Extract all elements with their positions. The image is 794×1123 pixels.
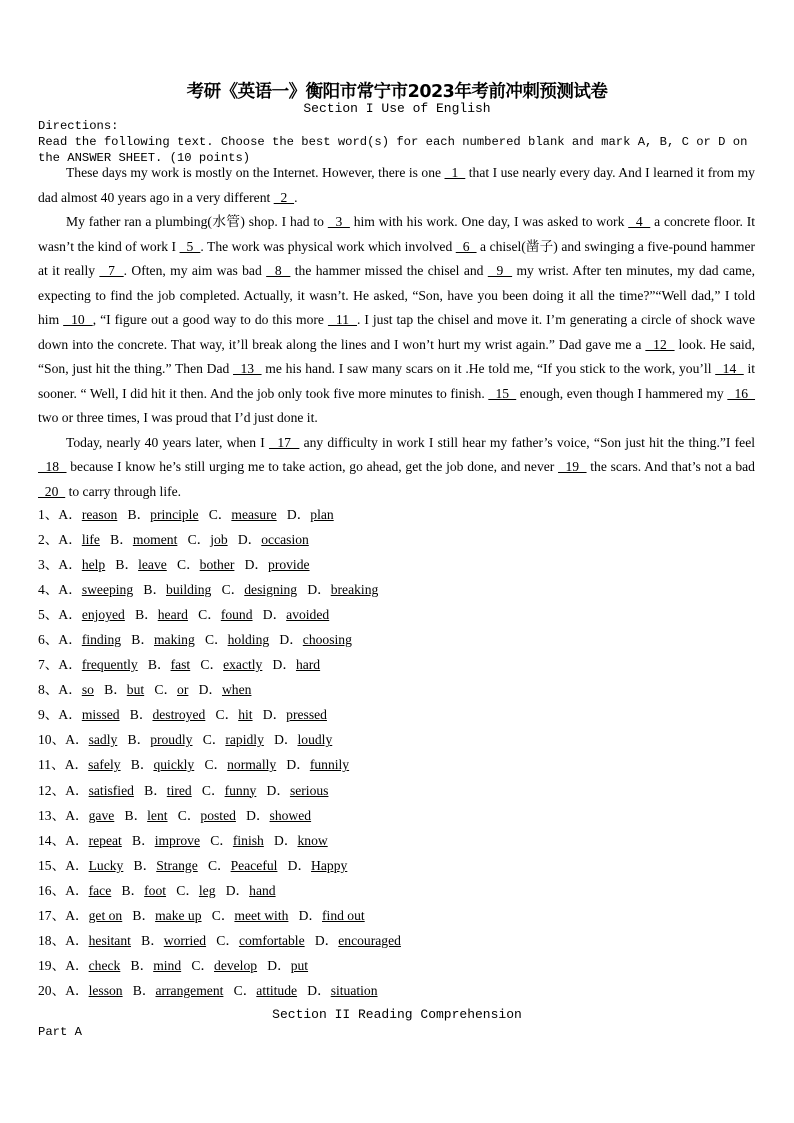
blank-2: 2 xyxy=(273,189,295,205)
blank-4: 4 xyxy=(628,214,651,229)
option-b[interactable]: destroyed xyxy=(152,707,206,723)
question-number: 6 xyxy=(38,632,45,648)
option-letter: A xyxy=(65,957,76,973)
option-b[interactable]: quickly xyxy=(153,757,195,773)
option-letter: D xyxy=(244,557,255,573)
option-letter: D xyxy=(307,582,318,598)
passage-text: a chisel(凿子) and swinging a five-pound hammer at it really xyxy=(38,238,756,278)
cloze-passage xyxy=(38,161,755,504)
option-b[interactable]: moment xyxy=(132,532,178,548)
option-b[interactable]: Strange xyxy=(156,857,198,873)
option-letter: B xyxy=(147,657,157,673)
passage-text: that I use nearly every day. And I learned it from my dad almost 40 years ago in a very different xyxy=(38,165,755,205)
option-d[interactable]: provide xyxy=(268,557,310,573)
blank-12: 12 xyxy=(645,336,675,352)
passage-text: a concrete floor. It wasn’t the kind of work I xyxy=(38,214,756,254)
option-letter: C xyxy=(215,707,225,723)
option-d[interactable]: loudly xyxy=(297,732,333,748)
option-c[interactable]: exactly xyxy=(223,657,263,673)
option-a[interactable]: sadly xyxy=(88,732,118,748)
option-letter: B xyxy=(132,832,142,848)
option-d[interactable]: showed xyxy=(269,807,312,823)
option-letter: B xyxy=(129,707,139,723)
passage-text: him with his work. One day, I was asked to work xyxy=(349,214,629,229)
option-a[interactable]: sweeping xyxy=(81,582,134,598)
option-letter: C xyxy=(187,532,197,548)
option-d[interactable]: Happy xyxy=(311,857,348,873)
option-b[interactable]: proudly xyxy=(150,732,193,748)
question-number: 2 xyxy=(38,532,45,548)
option-letter: A xyxy=(65,857,76,873)
option-a[interactable]: finding xyxy=(81,632,122,648)
option-letter: C xyxy=(191,957,201,973)
passage-text: My father ran a plumbing(水管) shop. I had to xyxy=(66,214,328,229)
question-17: 17、A．get on B．make up C．meet with D．find out xyxy=(38,907,365,923)
blank-11: 11 xyxy=(327,312,357,327)
option-letter: C xyxy=(176,557,187,573)
option-c[interactable]: found xyxy=(220,607,253,623)
passage-paragraph xyxy=(38,431,755,505)
option-a[interactable]: so xyxy=(81,682,94,698)
passage-text: it sooner. “ Well, I did hit it then. And the job only took five more minutes to finish. xyxy=(38,361,756,401)
option-c[interactable]: holding xyxy=(227,632,270,648)
option-letter: D xyxy=(198,682,209,698)
question-5: 5、A．enjoyed B．heard C．found D．avoided xyxy=(38,607,330,623)
option-letter: C xyxy=(210,832,220,848)
option-d[interactable]: serious xyxy=(289,782,329,798)
question-3: 3、A．help B．leave C．bother D．provide xyxy=(38,557,310,573)
question-number: 5 xyxy=(38,607,45,623)
passage-paragraph xyxy=(38,210,755,431)
option-a[interactable]: help xyxy=(81,557,106,573)
option-b[interactable]: making xyxy=(153,632,195,648)
question-12: 12、A．satisfied B．tired C．funny D．serious xyxy=(38,782,329,798)
question-number: 9 xyxy=(38,707,45,723)
option-letter: B xyxy=(133,857,143,873)
question-18: 18、A．hesitant B．worried C．comfortable D．encouraged xyxy=(38,932,401,948)
question-1: 1、A．reason B．principle C．measure D．plan xyxy=(38,507,334,522)
option-d[interactable]: avoided xyxy=(286,607,330,623)
option-letter: A xyxy=(58,707,69,723)
section-heading: Section I Use of English xyxy=(303,101,491,116)
question-14: 14、A．repeat B．improve C．finish D．know xyxy=(38,832,328,848)
passage-text: any difficulty in work I still hear my father’s voice, “Son just hit the thing.”I feel xyxy=(299,434,756,450)
question-9: 9、A．missed B．destroyed C．hit D．pressed xyxy=(38,707,327,723)
option-letter: D xyxy=(246,807,256,823)
question-8: 8、A．so B．but C．or D．when xyxy=(38,682,252,698)
option-a[interactable]: check xyxy=(88,957,121,973)
option-letter: B xyxy=(127,732,137,748)
option-a[interactable]: repeat xyxy=(88,832,122,848)
option-letter: B xyxy=(130,757,140,773)
option-b[interactable]: principle xyxy=(150,507,199,522)
option-c[interactable]: rapidly xyxy=(225,732,264,748)
option-d[interactable]: hand xyxy=(249,882,276,898)
option-letter: C xyxy=(204,632,215,648)
passage-text: look. He said, “Son, just hit the thing.” Then Dad xyxy=(38,336,755,376)
option-c[interactable]: develop xyxy=(214,957,258,973)
option-letter: B xyxy=(132,982,142,998)
question-20: 20、A．lesson B．arrangement C．attitude D．situation xyxy=(38,982,378,998)
passage-text: Today, nearly 40 years later, when I xyxy=(66,434,269,450)
blank-18: 18 xyxy=(38,459,67,474)
question-number: 4 xyxy=(38,582,45,598)
passage-text: . Often, my aim was bad xyxy=(123,263,267,278)
option-d[interactable]: choosing xyxy=(302,632,352,648)
option-d[interactable]: know xyxy=(297,832,328,848)
option-d[interactable]: pressed xyxy=(286,707,327,723)
option-c[interactable]: meet with xyxy=(234,907,289,923)
question-number: 11 xyxy=(38,757,52,773)
question-number: 18 xyxy=(38,932,52,948)
option-c[interactable]: job xyxy=(210,532,228,548)
option-a[interactable]: lesson xyxy=(88,982,123,998)
option-d[interactable]: plan xyxy=(310,507,334,522)
blank-10: 10 xyxy=(63,312,93,327)
option-a[interactable]: reason xyxy=(81,507,118,522)
option-b[interactable]: arrangement xyxy=(155,982,224,998)
question-number: 17 xyxy=(38,907,52,923)
option-d[interactable]: situation xyxy=(330,982,378,998)
blank-1: 1 xyxy=(444,165,466,180)
question-number: 12 xyxy=(38,782,52,798)
question-2: 2、A．life B．moment C．job D．occasion xyxy=(38,532,309,548)
option-c[interactable]: leg xyxy=(198,882,216,898)
option-letter: B xyxy=(131,632,141,648)
option-letter: B xyxy=(110,532,120,548)
option-a[interactable]: life xyxy=(81,532,100,548)
blank-6: 6 xyxy=(455,238,477,254)
option-letter: A xyxy=(65,782,76,798)
option-b[interactable]: improve xyxy=(154,832,200,848)
option-letter: C xyxy=(200,657,210,673)
option-letter: A xyxy=(65,807,76,823)
option-letter: D xyxy=(307,982,318,998)
option-letter: A xyxy=(58,607,69,623)
question-13: 13、A．gave B．lent C．posted D．showed xyxy=(38,807,312,823)
option-letter: D xyxy=(266,782,277,798)
option-a[interactable]: hesitant xyxy=(88,932,131,948)
option-d[interactable]: find out xyxy=(322,907,365,923)
option-letter: A xyxy=(58,632,69,648)
blank-14: 14 xyxy=(715,361,744,376)
option-c[interactable]: or xyxy=(177,682,189,698)
option-letter: B xyxy=(132,907,142,923)
option-b[interactable]: fast xyxy=(170,657,191,673)
option-c[interactable]: measure xyxy=(231,507,277,522)
option-letter: D xyxy=(298,907,309,923)
option-d[interactable]: put xyxy=(290,957,309,973)
option-c[interactable]: Peaceful xyxy=(230,857,278,873)
option-letter: C xyxy=(204,757,214,773)
option-letter: C xyxy=(216,932,226,948)
option-d[interactable]: funnily xyxy=(309,757,350,773)
option-a[interactable]: satisfied xyxy=(88,782,134,798)
blank-5: 5 xyxy=(179,238,201,254)
blank-17: 17 xyxy=(268,434,300,450)
option-c[interactable]: funny xyxy=(224,782,257,798)
option-b[interactable]: mind xyxy=(153,957,182,973)
page-title: 考研《英语一》衡阳市常宁市2023年考前冲刺预测试卷 xyxy=(186,82,608,102)
option-letter: A xyxy=(58,507,69,522)
blank-8: 8 xyxy=(266,263,291,278)
option-c[interactable]: posted xyxy=(200,807,236,823)
option-letter: C xyxy=(211,907,221,923)
question-number: 8 xyxy=(38,682,45,698)
blank-19: 19 xyxy=(558,459,587,474)
option-b[interactable]: make up xyxy=(155,907,202,923)
question-number: 19 xyxy=(38,957,52,973)
question-4: 4、A．sweeping B．building C．designing D．breaking xyxy=(38,582,379,598)
option-letter: B xyxy=(124,807,134,823)
option-letter: D xyxy=(286,757,297,773)
option-letter: C xyxy=(207,857,218,873)
passage-text: the scars. And that’s not a bad xyxy=(586,459,755,474)
option-letter: D xyxy=(267,957,278,973)
question-number: 3 xyxy=(38,557,45,573)
option-c[interactable]: bother xyxy=(199,557,235,573)
blank-3: 3 xyxy=(327,214,350,229)
option-b[interactable]: building xyxy=(166,582,212,598)
blank-9: 9 xyxy=(487,263,513,278)
passage-text: . The work was physical work which involved xyxy=(200,238,456,254)
option-letter: C xyxy=(154,682,164,698)
option-letter: A xyxy=(65,907,76,923)
question-number: 7 xyxy=(38,657,45,673)
option-letter: D xyxy=(286,507,297,522)
question-19: 19、A．check B．mind C．develop D．put xyxy=(38,957,309,973)
passage-text: . xyxy=(294,189,298,205)
option-a[interactable]: frequently xyxy=(81,657,138,673)
option-c[interactable]: attitude xyxy=(256,982,298,998)
option-d[interactable]: occasion xyxy=(261,532,309,548)
option-d[interactable]: when xyxy=(221,682,252,698)
passage-text: These days my work is mostly on the Internet. However, there is one xyxy=(66,165,445,180)
option-letter: B xyxy=(144,782,154,798)
option-letter: A xyxy=(58,557,69,573)
option-letter: A xyxy=(65,982,76,998)
passage-text: enough, even though I hammered my xyxy=(516,385,728,401)
option-a[interactable]: Lucky xyxy=(88,857,124,873)
option-a[interactable]: enjoyed xyxy=(81,607,125,623)
option-c[interactable]: designing xyxy=(244,582,298,598)
option-a[interactable]: gave xyxy=(88,807,115,823)
option-b[interactable]: worried xyxy=(163,932,207,948)
option-c[interactable]: comfortable xyxy=(238,932,305,948)
option-a[interactable]: safely xyxy=(88,757,121,773)
option-b[interactable]: but xyxy=(126,682,145,698)
question-number: 1 xyxy=(38,507,45,522)
passage-paragraph xyxy=(38,161,755,210)
option-d[interactable]: encouraged xyxy=(338,932,401,948)
option-letter: A xyxy=(58,532,69,548)
question-11: 11、A．safely B．quickly C．normally D．funnily xyxy=(38,757,350,773)
option-letter: A xyxy=(65,832,76,848)
option-letter: D xyxy=(262,707,273,723)
option-letter: D xyxy=(279,632,290,648)
option-letter: C xyxy=(176,882,186,898)
passage-text: . I just tap the chisel and move it. I’m generating a circle of shock wave down into the concrete. That way, it’ll break along the lines and I won’t hurt my wrist again.” Dad gave me a xyxy=(38,312,756,352)
passage-text: the hammer missed the chisel and xyxy=(290,263,488,278)
option-letter: B xyxy=(121,882,131,898)
question-number: 16 xyxy=(38,882,52,898)
option-letter: B xyxy=(130,957,140,973)
option-c[interactable]: finish xyxy=(232,832,264,848)
option-letter: D xyxy=(274,832,284,848)
blank-16: 16 xyxy=(727,385,756,401)
passage-text: , “I figure out a good way to do this more xyxy=(92,312,328,327)
option-letter: B xyxy=(104,682,114,698)
part-label: Part A xyxy=(38,1025,82,1039)
option-letter: D xyxy=(225,882,236,898)
option-letter: C xyxy=(208,507,218,522)
option-letter: C xyxy=(201,782,211,798)
option-letter: A xyxy=(65,732,76,748)
question-number: 10 xyxy=(38,732,52,748)
option-letter: C xyxy=(177,807,187,823)
passage-text: two or three times, I was proud that I’d just done it. xyxy=(38,410,318,425)
option-b[interactable]: leave xyxy=(138,557,167,573)
blank-15: 15 xyxy=(488,385,517,401)
option-letter: C xyxy=(221,582,231,598)
option-letter: A xyxy=(58,582,69,598)
option-letter: A xyxy=(65,882,76,898)
option-b[interactable]: foot xyxy=(144,882,167,898)
passage-text: because I know he’s still urging me to take action, go ahead, get the job done, and never xyxy=(66,459,559,474)
option-d[interactable]: hard xyxy=(295,657,321,673)
question-15: 15、A．Lucky B．Strange C．Peaceful D．Happy xyxy=(38,857,348,873)
option-c[interactable]: hit xyxy=(238,707,253,723)
option-letter: D xyxy=(272,657,283,673)
option-a[interactable]: missed xyxy=(81,707,120,723)
option-letter: B xyxy=(135,607,145,623)
option-letter: B xyxy=(127,507,137,522)
option-letter: D xyxy=(274,732,284,748)
section-heading-2: Section II Reading Comprehension xyxy=(272,1007,522,1022)
question-number: 14 xyxy=(38,832,52,848)
question-number: 13 xyxy=(38,807,52,823)
option-b[interactable]: tired xyxy=(166,782,192,798)
question-options xyxy=(38,502,755,1003)
option-letter: A xyxy=(65,932,76,948)
option-letter: D xyxy=(314,932,325,948)
option-letter: C xyxy=(198,607,208,623)
question-number: 20 xyxy=(38,982,52,998)
blank-13: 13 xyxy=(233,361,262,376)
option-letter: A xyxy=(58,682,69,698)
option-b[interactable]: heard xyxy=(157,607,188,623)
option-letter: C xyxy=(233,982,243,998)
question-10: 10、A．sadly B．proudly C．rapidly D．loudly xyxy=(38,732,333,748)
passage-text: to carry through life. xyxy=(65,483,182,499)
option-letter: B xyxy=(141,932,151,948)
directions-label: Directions: xyxy=(38,119,119,133)
question-7: 7、A．frequently B．fast C．exactly D．hard xyxy=(38,657,321,673)
option-c[interactable]: normally xyxy=(227,757,277,773)
passage-text: me his hand. I saw many scars on it .He told me, “If you stick to the work, you’ll xyxy=(261,361,716,376)
question-16: 16、A．face B．foot C．leg D．hand xyxy=(38,882,276,898)
blank-20: 20 xyxy=(38,483,66,499)
option-letter: D xyxy=(262,607,273,623)
option-letter: A xyxy=(58,657,69,673)
question-number: 15 xyxy=(38,857,52,873)
option-letter: D xyxy=(287,857,298,873)
option-letter: D xyxy=(237,532,248,548)
option-letter: A xyxy=(64,757,75,773)
option-a[interactable]: face xyxy=(88,882,112,898)
option-d[interactable]: breaking xyxy=(330,582,379,598)
directions-text: Read the following text. Choose the best word(s) for each numbered blank and mark A, B, C or D on the ANSWER SHEET. (10 points) xyxy=(38,135,748,165)
option-a[interactable]: get on xyxy=(88,907,123,923)
option-letter: B xyxy=(115,557,125,573)
blank-7: 7 xyxy=(99,263,124,278)
option-b[interactable]: lent xyxy=(147,807,168,823)
option-letter: C xyxy=(202,732,212,748)
question-6: 6、A．finding B．making C．holding D．choosing xyxy=(38,632,352,648)
passage-text: my wrist. After ten minutes, my dad came, expecting to find the job completed. Actually, it wasn’t. He asked, “Son, have you been doing it all the time?”“Well dad,” I told him xyxy=(38,263,756,327)
option-letter: B xyxy=(143,582,153,598)
